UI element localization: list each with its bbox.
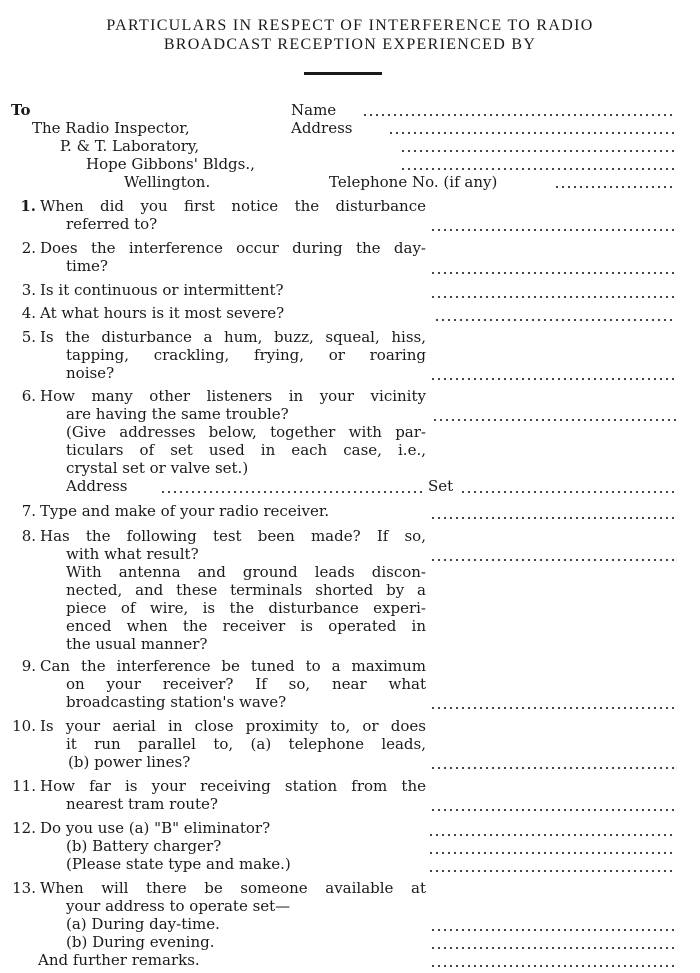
question-text: Do you use (a) "B" eliminator? (40, 819, 271, 837)
question-text: With antenna and ground leads discon- (66, 563, 426, 581)
question-text: noise? (66, 364, 115, 382)
eliminator-field[interactable] (428, 820, 676, 838)
question-text: (b) During evening. (66, 933, 215, 951)
question-text: with what result? (66, 545, 199, 563)
evening-field[interactable] (430, 933, 676, 951)
question-text: nected, and these terminals shorted by a (66, 581, 426, 599)
question-number: 5. (21, 328, 36, 346)
question-text: crystal set or valve set.) (66, 459, 249, 477)
question-text: it run parallel to, (a) telephone leads, (66, 735, 426, 753)
type-and-make-field[interactable] (428, 856, 676, 874)
answer-field-5[interactable] (430, 364, 676, 382)
question-text: When will there be someone available at (40, 879, 426, 897)
answer-field-9[interactable] (430, 693, 676, 711)
question-number: 7. (21, 502, 36, 520)
answer-field-6[interactable] (432, 405, 676, 423)
question-text: your address to operate set— (66, 897, 291, 915)
address-field-line-3[interactable] (400, 154, 676, 172)
question-number: 13. (12, 879, 36, 897)
question-number: 2. (21, 239, 36, 257)
recipient-line-2: P. & T. Laboratory, (60, 137, 200, 155)
question-text: (b) power lines? (68, 753, 191, 771)
neighbour-set-field[interactable] (460, 477, 676, 495)
remarks-label: And further remarks. (38, 951, 200, 969)
question-number: 4. (21, 304, 36, 322)
question-text: Is it continuous or intermittent? (40, 281, 284, 299)
question-text: How many other listeners in your vicinity (40, 387, 426, 405)
question-text: At what hours is it most severe? (40, 304, 285, 322)
telephone-field[interactable] (554, 172, 676, 190)
answer-field-10[interactable] (430, 753, 676, 771)
question-text: piece of wire, is the disturbance experi- (66, 599, 426, 617)
question-text: (b) Battery charger? (66, 837, 222, 855)
remarks-field[interactable] (430, 951, 676, 969)
answer-field-1[interactable] (430, 215, 676, 233)
answer-field-4[interactable] (434, 305, 676, 323)
question-number: 11. (12, 777, 36, 795)
answer-field-3[interactable] (430, 282, 676, 300)
address-field-line-1[interactable] (388, 118, 676, 136)
address-field-line-2[interactable] (400, 136, 676, 154)
question-text: When did you first notice the disturbance (40, 197, 426, 215)
answer-field-8[interactable] (430, 545, 676, 563)
question-number: 9. (21, 657, 36, 675)
question-text: (Please state type and make.) (66, 855, 291, 873)
question-text: Is your aerial in close proximity to, or does (40, 717, 426, 735)
question-text: (Give addresses below, together with par- (66, 423, 426, 441)
question-number: 1. (20, 197, 36, 215)
neighbour-address-field[interactable] (160, 477, 424, 495)
question-text: referred to? (66, 215, 158, 233)
question-number: 8. (21, 527, 36, 545)
question-text: enced when the receiver is operated in (66, 617, 426, 635)
form-title-line-2: BROADCAST RECEPTION EXPERIENCED BY (163, 36, 537, 53)
question-text: nearest tram route? (66, 795, 218, 813)
form-title-line-1: PARTICULARS IN RESPECT OF INTERFERENCE TO RADIO (106, 17, 594, 34)
question-text: are having the same trouble? (66, 405, 289, 423)
question-text: tapping, crackling, frying, or roaring (66, 346, 426, 364)
answer-field-11[interactable] (430, 795, 676, 813)
daytime-field[interactable] (430, 915, 676, 933)
title-divider (304, 72, 382, 75)
question-text: (a) During day-time. (66, 915, 220, 933)
question-text: on your receiver? If so, near what (66, 675, 426, 693)
set-label: Set (428, 477, 454, 495)
telephone-label: Telephone No. (if any) (329, 173, 498, 191)
to-label: To (11, 101, 31, 119)
question-text: Type and make of your radio receiver. (40, 502, 330, 520)
question-text: How far is your receiving station from the (40, 777, 426, 795)
question-number: 3. (21, 281, 36, 299)
question-text: Has the following test been made? If so, (40, 527, 426, 545)
name-label: Name (291, 101, 337, 119)
question-number: 6. (21, 387, 36, 405)
question-text: ticulars of set used in each case, i.e., (66, 441, 426, 459)
question-number: 10. (12, 717, 36, 735)
battery-charger-field[interactable] (428, 838, 676, 856)
recipient-line-3: Hope Gibbons' Bldgs., (86, 155, 255, 173)
name-field[interactable] (362, 100, 676, 118)
question-text: time? (66, 257, 108, 275)
question-number: 12. (12, 819, 36, 837)
question-text: Is the disturbance a hum, buzz, squeal, hiss, (40, 328, 426, 346)
question-text: Does the interference occur during the day- (40, 239, 426, 257)
answer-field-7[interactable] (430, 503, 676, 521)
question-text: Can the interference be tuned to a maximum (40, 657, 426, 675)
recipient-line-1: The Radio Inspector, (32, 119, 190, 137)
answer-field-2[interactable] (430, 258, 676, 276)
question-text: the usual manner? (66, 635, 208, 653)
address-label: Address (66, 477, 128, 495)
recipient-line-4: Wellington. (124, 173, 211, 191)
question-text: broadcasting station's wave? (66, 693, 287, 711)
address-label: Address (291, 119, 353, 137)
